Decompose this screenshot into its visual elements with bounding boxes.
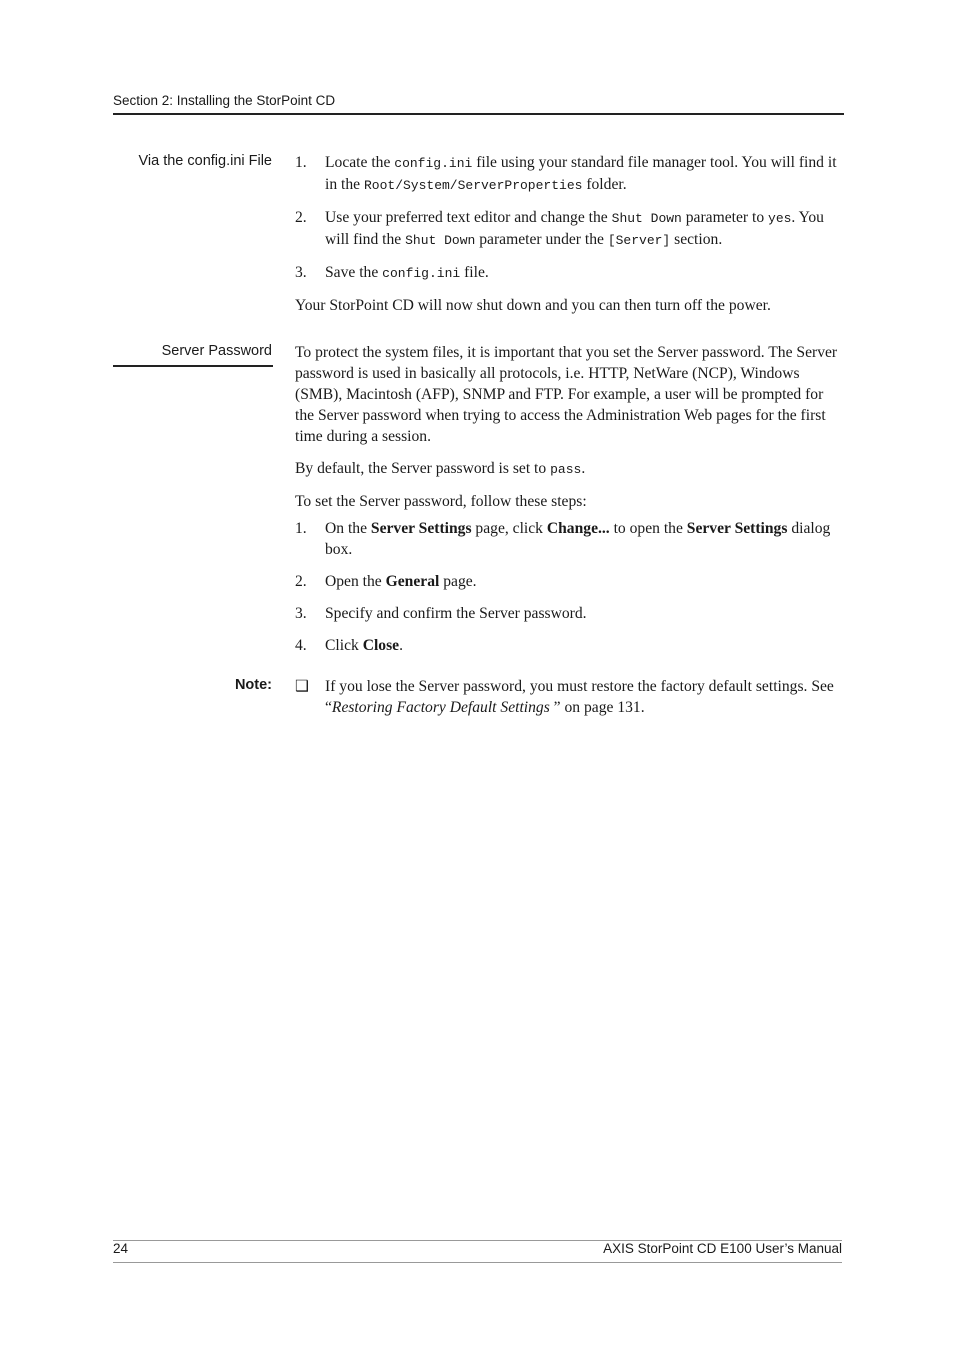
code-filename: config.ini (394, 156, 473, 171)
list-item (295, 518, 843, 560)
default-password-paragraph (295, 458, 843, 480)
step-number: 3. (295, 605, 307, 622)
header-rule (113, 113, 844, 115)
text-run: Open the (325, 573, 386, 590)
page-number: 24 (113, 1241, 129, 1256)
step-number: 3. (295, 264, 307, 281)
ui-term: Close (362, 637, 400, 654)
config-ini-section (295, 152, 843, 316)
text-run: . (581, 460, 586, 477)
note-text (325, 676, 843, 718)
closing-paragraph: Your StorPoint CD will now shut down and you can then turn off the power. (295, 297, 771, 314)
text-run: . (399, 637, 403, 654)
text-run: On the (325, 520, 371, 537)
steps-intro: To set the Server password, follow these steps: (295, 493, 587, 510)
text-run: file using your standard file manager tool. You will find it in the (325, 154, 837, 193)
text-run: parameter under the (475, 231, 608, 248)
text-run: folder. (582, 176, 627, 193)
list-item (295, 635, 843, 656)
step-text (325, 262, 843, 284)
text-run: page, click (471, 520, 547, 537)
step-number: 2. (295, 573, 307, 590)
checkbox-bullet-icon: ❑ (295, 678, 309, 695)
side-heading-rule (113, 365, 273, 367)
step-text (325, 571, 843, 592)
text-run: Use your preferred text editor and change the (325, 209, 612, 226)
code-section: [Server] (607, 233, 671, 248)
step-text (325, 518, 843, 560)
text-run: Locate the (325, 154, 395, 171)
step-number: 4. (295, 637, 307, 654)
code-filename: config.ini (382, 266, 461, 281)
step-text (325, 635, 843, 656)
text-run: Save the (325, 264, 383, 281)
text-run: file. (460, 264, 489, 281)
footer-rule-bottom (113, 1262, 842, 1263)
step-text (325, 207, 843, 251)
code-value: yes (768, 211, 792, 226)
intro-paragraph: To protect the system files, it is important that you set the Server password. The Server password is used in basically all protocols, i.e. HTTP, NetWare (NCP), Windows (SMB), Macintosh (AFP), SNMP and FTP. For example, a user will be prompted for the Server password when trying to access the Administration Web pages for the first time during a session. (295, 344, 838, 445)
ui-term: Change... (546, 520, 610, 537)
text-run: ” on page 131. (549, 699, 645, 716)
code-default-password: pass (550, 462, 582, 477)
text-run: If you lose the Server password, you must restore the factory default settings. See “ (325, 678, 834, 716)
text-run: to open the (609, 520, 687, 537)
step-text: Specify and confirm the Server password. (325, 605, 587, 622)
list-item (295, 207, 843, 251)
text-run: Click (325, 637, 363, 654)
list-item (295, 603, 843, 624)
step-text (325, 152, 843, 196)
ui-term: Server Settings (686, 520, 788, 537)
text-run: By default, the Server password is set to (295, 460, 551, 477)
code-path: Root/System/ServerProperties (363, 178, 583, 193)
text-run: . You will find the (325, 209, 824, 248)
side-heading-config-ini: Via the config.ini File (138, 153, 272, 169)
text-run: page. (439, 573, 477, 590)
list-item (295, 152, 843, 196)
code-parameter: Shut Down (611, 211, 682, 226)
text-run: dialog box. (325, 520, 831, 558)
ui-term: General (385, 573, 440, 590)
manual-title: AXIS StorPoint CD E100 User’s Manual (603, 1241, 842, 1256)
list-item (295, 262, 843, 284)
step-number: 1. (295, 520, 307, 537)
step-number: 2. (295, 209, 307, 226)
side-heading-server-password: Server Password (161, 343, 272, 359)
server-password-section (295, 342, 843, 656)
note-item (295, 676, 843, 718)
step-number: 1. (295, 154, 307, 171)
note-block (295, 676, 843, 718)
running-header: Section 2: Installing the StorPoint CD (113, 93, 336, 108)
note-label: Note: (234, 677, 272, 693)
code-parameter: Shut Down (405, 233, 476, 248)
ui-term: Server Settings (370, 520, 472, 537)
text-run: parameter to (681, 209, 769, 226)
list-item (295, 571, 843, 592)
cross-reference-title: Restoring Factory Default Settings (331, 699, 550, 716)
text-run: section. (670, 231, 723, 248)
